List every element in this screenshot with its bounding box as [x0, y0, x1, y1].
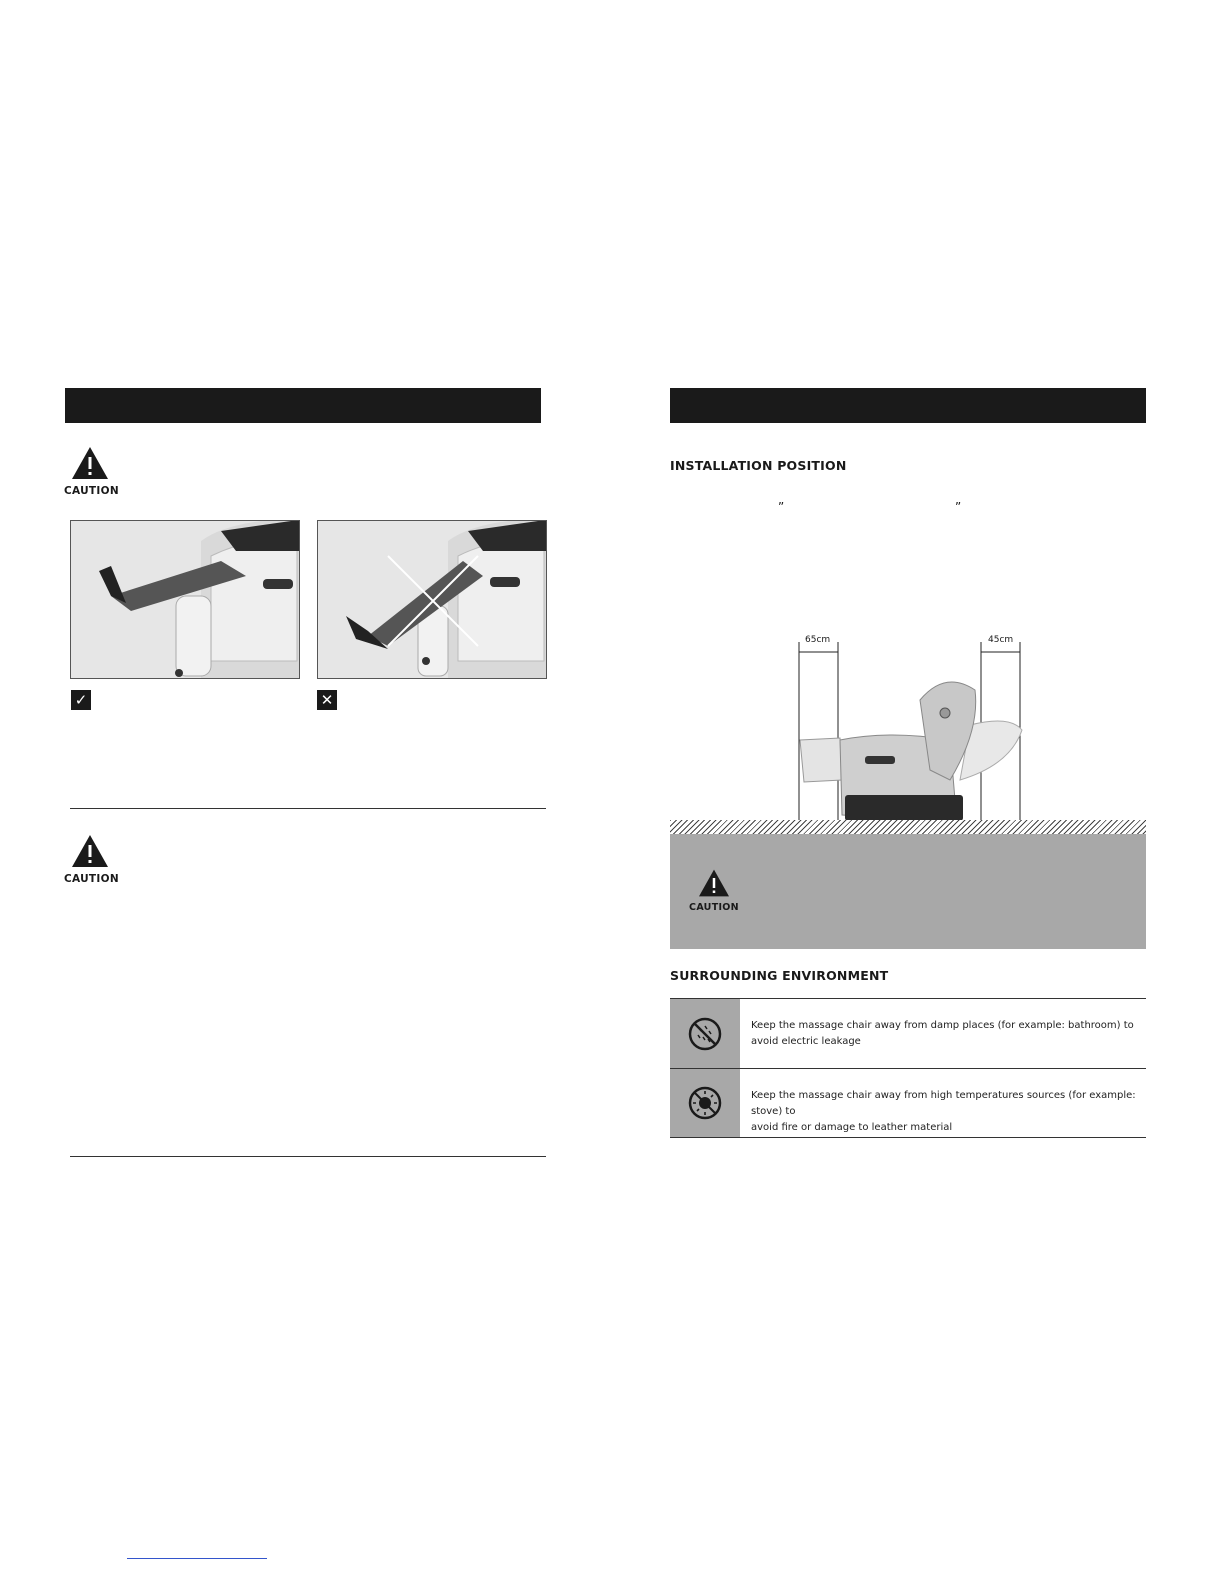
surrounding-environment-heading: SURROUNDING ENVIRONMENT: [670, 968, 889, 983]
table-bottom-rule: [670, 1137, 1146, 1138]
env-row-text: [751, 1018, 1146, 1050]
caution-label: CAUTION: [689, 902, 739, 913]
installation-diagram: [780, 630, 1040, 822]
caution-block-bottom: [64, 833, 119, 885]
rear-clearance-label: 45cm: [988, 635, 1014, 645]
check-mark-icon: ✓: [71, 690, 91, 710]
left-header-bar: [65, 388, 541, 423]
caution-block-top: [64, 445, 119, 497]
caution-label: CAUTION: [64, 873, 119, 885]
footer-link-underline: [127, 1558, 267, 1559]
quote-mark: ”: [955, 500, 962, 514]
no-water-icon: [687, 1016, 723, 1052]
warning-icon: [697, 868, 731, 898]
front-clearance-label: 65cm: [805, 635, 831, 645]
divider: [70, 1156, 546, 1157]
cross-mark-icon: ✕: [317, 690, 337, 710]
no-heat-icon: [687, 1085, 723, 1121]
warning-icon: [70, 833, 110, 869]
env-row-line: Keep the massage chair away from damp places (for example: bathroom) to: [751, 1020, 1134, 1031]
quote-mark: ”: [778, 500, 785, 514]
caution-label: CAUTION: [64, 485, 119, 497]
warning-icon: [70, 445, 110, 481]
floor-hatch: [670, 820, 1146, 834]
divider: [70, 808, 546, 809]
right-header-bar: [670, 388, 1146, 423]
env-icon-cell: [670, 1069, 740, 1137]
env-row-line: avoid electric leakage: [751, 1036, 861, 1047]
env-row-damp: [670, 999, 1146, 1068]
env-row-heat: [670, 1069, 1146, 1137]
photo-correct-posture: [70, 520, 300, 679]
caution-block: [688, 868, 740, 913]
env-row-line: Keep the massage chair away from high temperatures sources (for example: stove) to: [751, 1090, 1136, 1117]
installation-position-heading: INSTALLATION POSITION: [670, 458, 847, 473]
installation-caution-panel: [670, 834, 1146, 949]
photo-incorrect-posture: [317, 520, 547, 679]
env-row-line: avoid fire or damage to leather material: [751, 1122, 953, 1133]
env-row-text: [751, 1088, 1146, 1136]
env-icon-cell: [670, 999, 740, 1068]
